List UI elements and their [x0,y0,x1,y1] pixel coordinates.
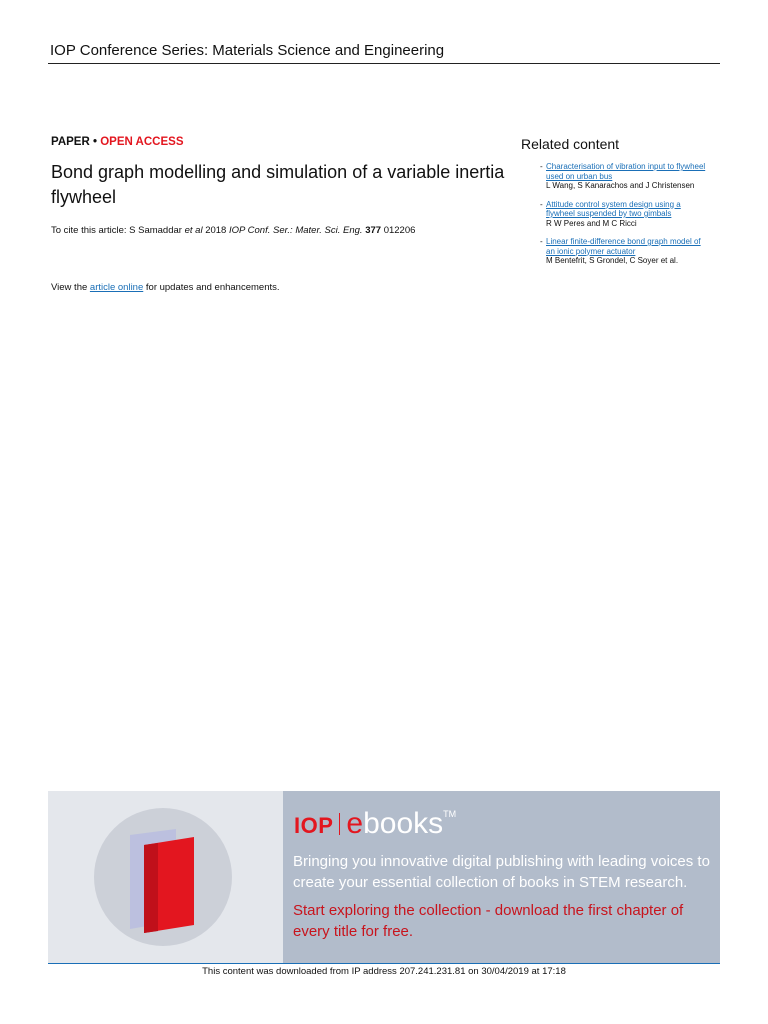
related-item [521,200,741,229]
citation-journal: IOP Conf. Ser.: Mater. Sci. Eng. [228,225,363,236]
header-divider [48,63,720,64]
download-footer: This content was downloaded from IP address 207.241.231.81 on 30/04/2019 at 17:18 [202,966,566,977]
related-item-authors: M Bentefrit, S Grondel, C Soyer et al. [546,256,679,265]
citation-article-number: 012206 [383,225,416,236]
related-item [521,237,741,266]
view-online-before: View the [51,282,88,293]
iop-logo-text: IOP [294,813,334,838]
view-online-after: for updates and enhancements. [145,282,280,293]
list-dash: - [540,162,543,171]
related-item-authors: L Wang, S Kanarachos and J Christensen [546,181,695,190]
ebooks-banner[interactable] [48,791,720,963]
related-item-link[interactable]: Attitude control system design using a flywheel suspended by two gimbals [546,199,681,218]
ebooks-logo-books: books [363,807,444,840]
ebooks-logo [294,807,456,841]
view-online-line [51,282,280,293]
related-item [521,162,741,191]
banner-cta[interactable]: Start exploring the collection - download the first chapter of every title for free. [293,902,684,940]
list-dash: - [540,199,543,209]
paper-type-label [51,136,184,148]
related-content-heading: Related content [521,136,620,152]
citation-etal: et al [184,225,203,236]
citation-volume: 377 [365,225,382,236]
ebooks-logo-e: e [346,807,364,840]
banner-graphic-panel [48,791,283,963]
open-access-badge: OPEN ACCESS [100,136,184,148]
trademark-mark: TM [443,809,457,819]
journal-name: IOP Conference Series: Materials Science and Engineering [50,42,445,59]
article-online-link[interactable]: article online [89,282,144,293]
banner-tagline: Bringing you innovative digital publishing with leading voices to create your essential collection of books in STEM research. [293,853,710,891]
book-icon [118,821,218,941]
footer-divider [48,963,720,964]
related-item-link[interactable]: Characterisation of vibration input to flywheel used on urban bus [546,162,706,181]
related-item-authors: R W Peres and M C Ricci [546,218,637,228]
logo-divider [339,813,340,835]
list-dash: - [540,237,543,246]
related-content [521,136,741,275]
related-item-link[interactable]: Linear finite-difference bond graph model of an ionic polymer actuator [546,237,701,256]
paper-title: Bond graph modelling and simulation of a variable inertia flywheel [51,162,505,207]
paper-label: PAPER • [51,136,97,148]
citation-prefix: To cite this article: S Samaddar [51,225,182,236]
citation-line [51,225,415,236]
citation-year: 2018 [205,225,227,236]
